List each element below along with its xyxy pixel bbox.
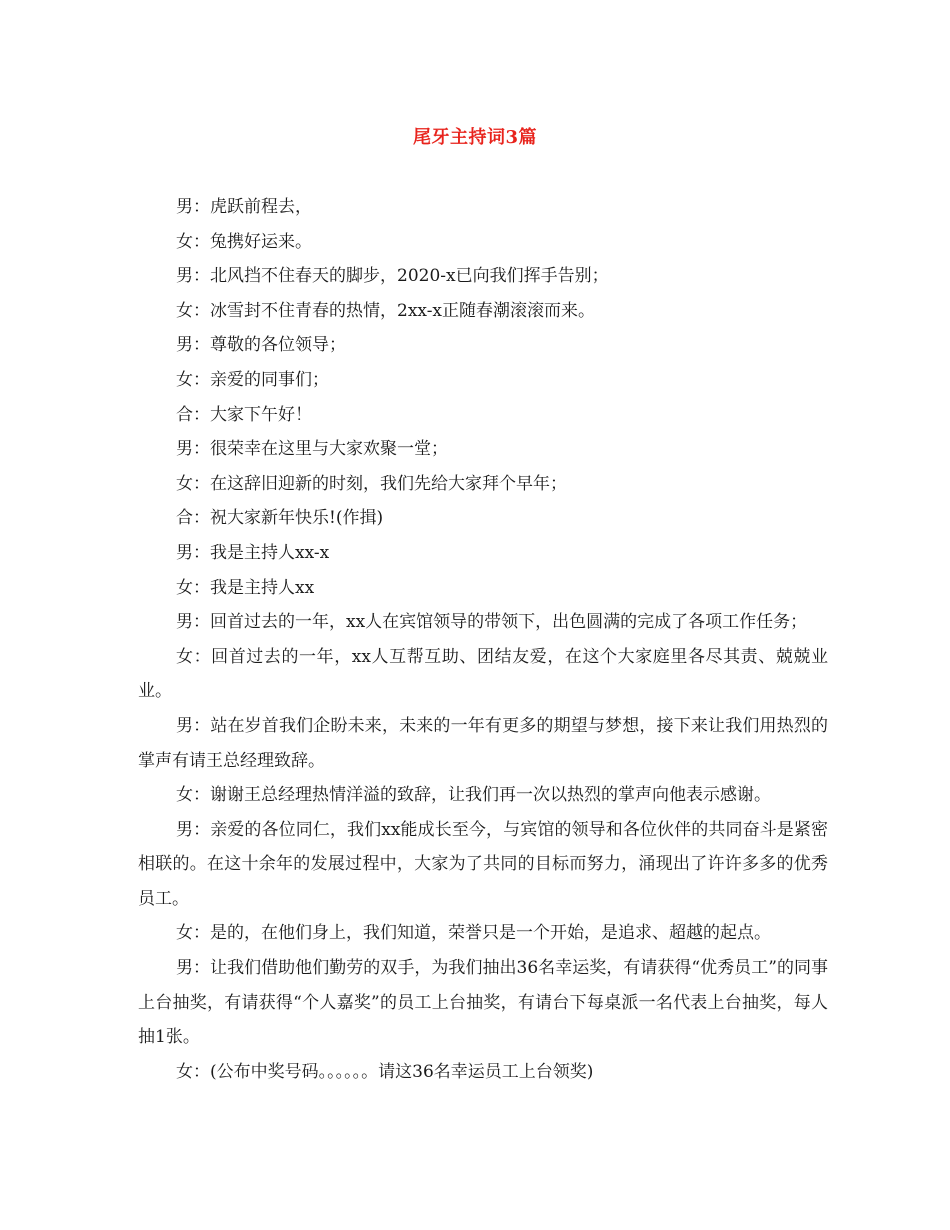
paragraph: 合：大家下午好！ [176, 404, 312, 425]
paragraph: 男：让我们借助他们勤劳的双手，为我们抽出36名幸运奖，有请获得“优秀员工”的同事上台抽奖，有请获得“个人嘉奖”的员工上台抽奖，有请台下每桌派一名代表上台抽奖，每人抽1张。 [138, 958, 828, 1048]
paragraph: 女：亲爱的同事们； [176, 369, 329, 390]
paragraph: 女：冰雪封不住青春的热情，2xx-x正随春潮滚滚而来。 [176, 300, 596, 321]
paragraph: 男：虎跃前程去， [176, 197, 312, 217]
paragraph: 合：祝大家新年快乐!(作揖) [176, 508, 384, 529]
paragraph: 女：在这辞旧迎新的时刻，我们先给大家拜个早年； [176, 473, 567, 494]
paragraph: 女：是的，在他们身上，我们知道，荣誉只是一个开始，是追求、超越的起点。 [176, 923, 771, 944]
paragraph: 女：兔携好运来。 [176, 231, 312, 252]
paragraph: 女：回首过去的一年，xx人互帮互助、团结友爱，在这个大家庭里各尽其责、兢兢业业。 [138, 646, 828, 702]
paragraph: 男：很荣幸在这里与大家欢聚一堂； [176, 439, 448, 460]
paragraph: 男：亲爱的各位同仁，我们xx能成长至今，与宾馆的领导和各位伙伴的共同奋斗是紧密相联的。在这十余年的发展过程中，大家为了共同的目标而努力，涌现出了许许多多的优秀员工。 [138, 819, 828, 909]
paragraph: 女：谢谢王总经理热情洋溢的致辞，让我们再一次以热烈的掌声向他表示感谢。 [176, 785, 771, 806]
paragraph: 男：站在岁首我们企盼未来，未来的一年有更多的期望与梦想，接下来让我们用热烈的掌声有请王总经理致辞。 [138, 715, 828, 771]
paragraph: 女：我是主持人xx [176, 577, 315, 598]
paragraph: 男：尊敬的各位领导； [176, 335, 346, 356]
paragraph: 男：我是主持人xx-x [176, 542, 330, 563]
paragraph: 女：(公布中奖号码。。。。。。请这36名幸运员工上台领奖) [176, 1061, 594, 1082]
paragraph: 男：回首过去的一年，xx人在宾馆领导的带领下，出色圆满的完成了各项工作任务； [176, 612, 808, 633]
document-body [138, 190, 828, 1089]
document-title: 尾牙主持词3篇 [412, 127, 538, 148]
paragraph: 男：北风挡不住春天的脚步，2020-x已向我们挥手告别； [176, 266, 609, 287]
